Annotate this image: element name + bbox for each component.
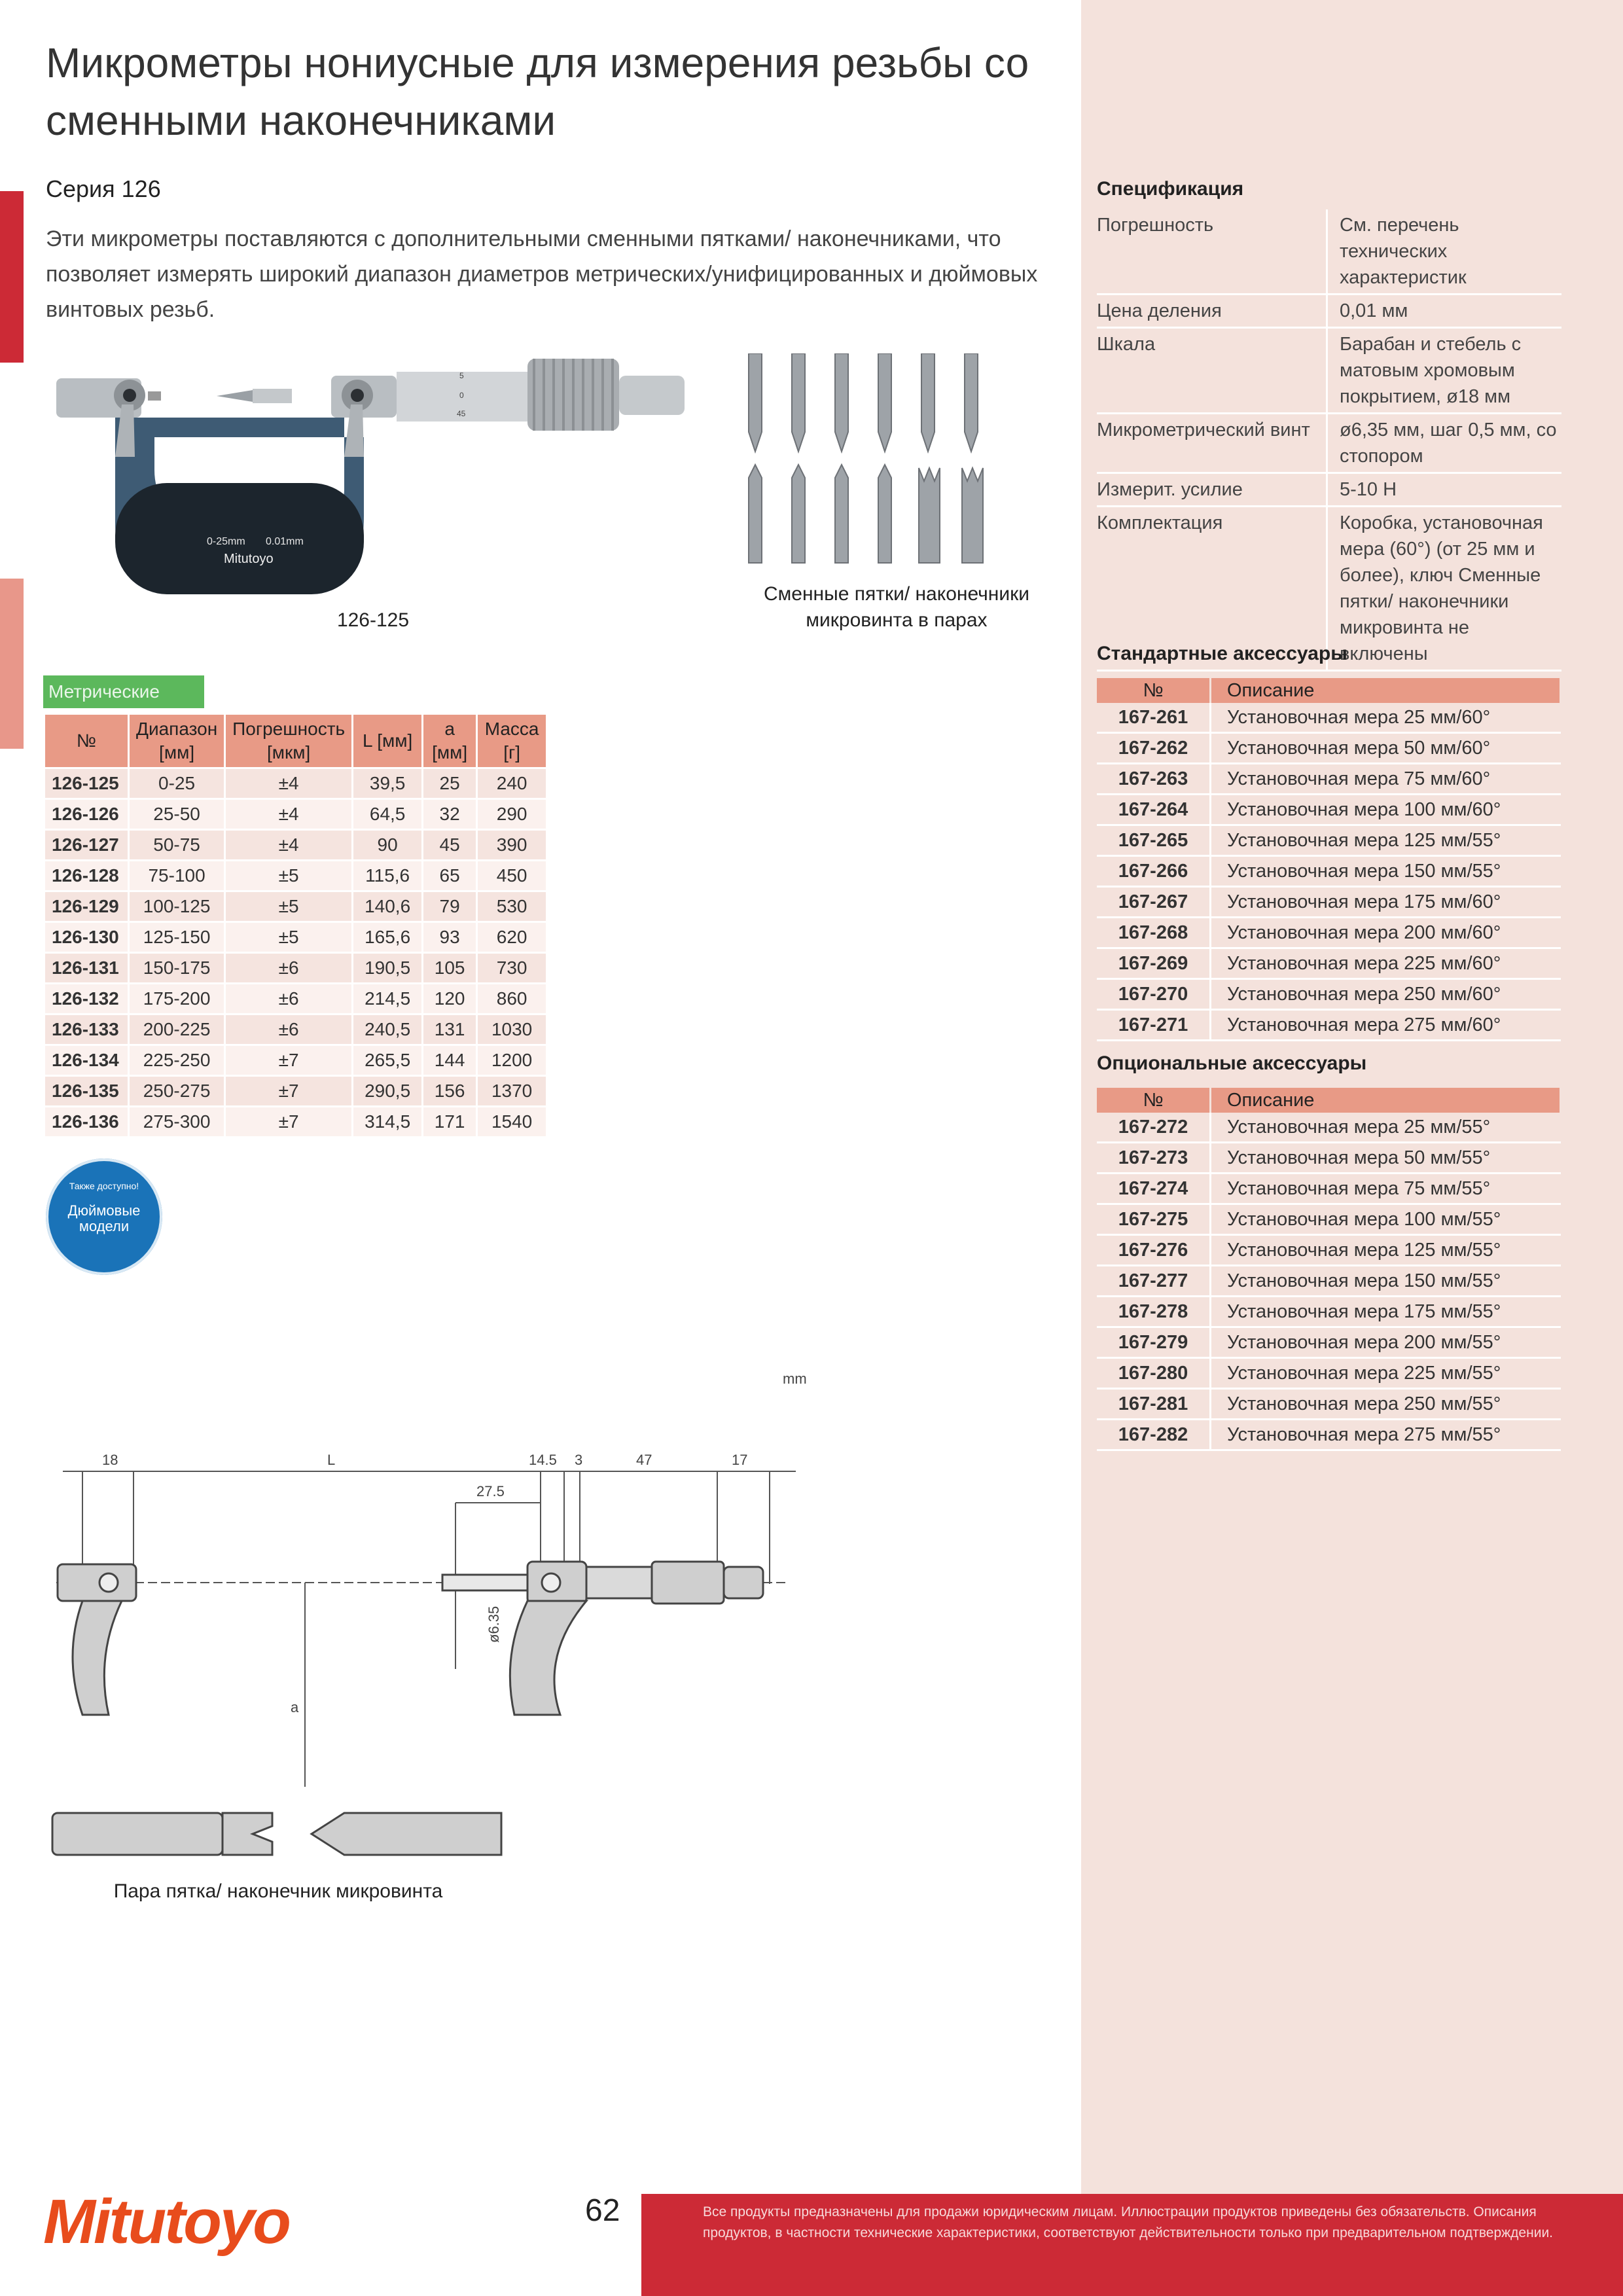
metric-cell-mass: 1370 [477,1076,546,1107]
metric-cell-a: 32 [423,799,477,830]
standard-accessory-description: Установочная мера 125 мм/55° [1211,825,1561,856]
spec-row [1097,328,1561,414]
metric-header-l: L [мм] [353,715,423,768]
standard-accessories-table [1097,678,1561,1041]
optional-accessory-number: 167-273 [1097,1143,1211,1174]
metric-table-row [45,1076,546,1107]
metric-cell-mass: 450 [477,861,546,891]
optional-accessories-table [1097,1088,1561,1451]
dim-47: 47 [636,1452,652,1468]
metric-cell-mass: 730 [477,953,546,984]
spec-key: Комплектация [1097,507,1327,671]
spec-row [1097,414,1561,473]
metric-cell-l: 190,5 [353,953,423,984]
standard-accessory-row [1097,764,1561,795]
metric-cell-range: 75-100 [129,861,225,891]
metric-cell-accuracy: ±6 [225,984,353,1014]
metric-cell-accuracy: ±4 [225,830,353,861]
spec-key: Измерит. усилие [1097,473,1327,507]
dim-14-5: 14.5 [529,1452,557,1468]
metric-header-number: № [45,715,129,768]
metric-cell-range: 175-200 [129,984,225,1014]
metric-cell-l: 314,5 [353,1107,423,1137]
metric-table-header [45,715,546,768]
spec-row [1097,295,1561,328]
page-number: 62 [585,2193,620,2228]
metric-cell-number: 126-129 [45,891,129,922]
standard-accessory-number: 167-263 [1097,764,1211,795]
metric-cell-a: 156 [423,1076,477,1107]
standard-accessory-row [1097,979,1561,1010]
optional-accessory-number: 167-272 [1097,1113,1211,1143]
badge-line1: Также доступно! [69,1181,139,1191]
optional-accessory-row [1097,1174,1561,1204]
metric-cell-accuracy: ±7 [225,1076,353,1107]
spec-value: 5-10 Н [1327,473,1562,507]
metric-cell-number: 126-134 [45,1045,129,1076]
metric-cell-a: 120 [423,984,477,1014]
salmon-accent-bar [0,579,24,749]
standard-accessory-description: Установочная мера 250 мм/60° [1211,979,1561,1010]
metric-cell-number: 126-131 [45,953,129,984]
metric-table-row [45,768,546,799]
badge-line2: Дюймовые модели [67,1202,141,1234]
metric-cell-l: 90 [353,830,423,861]
standard-accessory-number: 167-267 [1097,887,1211,918]
optional-accessory-row [1097,1235,1561,1266]
metric-cell-a: 105 [423,953,477,984]
spec-value: Коробка, установочная мера (60°) (от 25 мм и более), ключ Сменные пятки/ наконечники микровинта не включены [1327,507,1562,671]
optional-header-description: Описание [1211,1088,1561,1113]
dim-spindle-diameter: ø6.35 [486,1605,502,1643]
metric-cell-l: 39,5 [353,768,423,799]
optional-accessories-heading: Опциональные аксессуары [1097,1052,1367,1074]
optional-accessory-description: Установочная мера 200 мм/55° [1211,1327,1561,1358]
standard-accessory-number: 167-268 [1097,918,1211,948]
metric-cell-a: 45 [423,830,477,861]
metric-cell-number: 126-127 [45,830,129,861]
spec-value: Барабан и стебель с матовым хромовым покрытием, ø18 мм [1327,328,1562,414]
spec-table-body [1097,209,1561,671]
metric-cell-mass: 1540 [477,1107,546,1137]
dimensional-drawing [43,1368,829,1878]
metric-cell-number: 126-135 [45,1076,129,1107]
metric-cell-range: 275-300 [129,1107,225,1137]
metric-table-row [45,1014,546,1045]
metric-cell-range: 0-25 [129,768,225,799]
optional-accessory-description: Установочная мера 50 мм/55° [1211,1143,1561,1174]
standard-accessory-description: Установочная мера 100 мм/60° [1211,795,1561,825]
metric-cell-l: 265,5 [353,1045,423,1076]
optional-accessory-row [1097,1389,1561,1420]
page-title: Микрометры нониусные для измерения резьбы со сменными наконечниками [46,39,1029,144]
standard-accessory-number: 167-265 [1097,825,1211,856]
standard-accessories-body [1097,703,1561,1041]
optional-accessory-row [1097,1204,1561,1235]
optional-accessory-number: 167-275 [1097,1204,1211,1235]
standard-accessory-description: Установочная мера 25 мм/60° [1211,703,1561,733]
series-label: Серия 126 [46,175,161,202]
metric-cell-a: 79 [423,891,477,922]
standard-accessory-description: Установочная мера 175 мм/60° [1211,887,1561,918]
spec-row [1097,209,1561,295]
metric-header-a: a [мм] [423,715,477,768]
standard-accessory-row [1097,795,1561,825]
metric-cell-mass: 530 [477,891,546,922]
metric-cell-number: 126-126 [45,799,129,830]
spec-key: Цена деления [1097,295,1327,328]
metric-cell-range: 250-275 [129,1076,225,1107]
metric-section-label: Метрические [43,675,204,708]
red-accent-bar [0,191,24,363]
standard-accessory-description: Установочная мера 275 мм/60° [1211,1010,1561,1041]
metric-table-row [45,861,546,891]
standard-accessory-number: 167-270 [1097,979,1211,1010]
metric-cell-number: 126-136 [45,1107,129,1137]
metric-cell-mass: 240 [477,768,546,799]
spec-value: См. перечень технических характеристик [1327,209,1562,295]
metric-cell-accuracy: ±5 [225,861,353,891]
metric-cell-mass: 620 [477,922,546,953]
spec-key: Шкала [1097,328,1327,414]
metric-cell-accuracy: ±5 [225,922,353,953]
standard-accessory-number: 167-262 [1097,733,1211,764]
optional-accessory-number: 167-276 [1097,1235,1211,1266]
metric-cell-l: 240,5 [353,1014,423,1045]
dim-18: 18 [102,1452,118,1468]
metric-table-row [45,799,546,830]
standard-accessory-description: Установочная мера 200 мм/60° [1211,918,1561,948]
optional-accessory-row [1097,1327,1561,1358]
mitutoyo-logo: Mitutoyo [43,2187,289,2257]
metric-cell-range: 200-225 [129,1014,225,1045]
metric-cell-range: 100-125 [129,891,225,922]
metric-cell-range: 50-75 [129,830,225,861]
optional-accessory-description: Установочная мера 25 мм/55° [1211,1113,1561,1143]
thimble-mark-0: 0 [459,391,464,400]
standard-accessory-row [1097,703,1561,733]
metric-cell-mass: 390 [477,830,546,861]
standard-accessory-number: 167-264 [1097,795,1211,825]
metric-cell-accuracy: ±6 [225,1014,353,1045]
spec-key: Микрометрический винт [1097,414,1327,473]
optional-accessory-row [1097,1420,1561,1450]
optional-accessory-number: 167-279 [1097,1327,1211,1358]
metric-table-row [45,922,546,953]
spec-value: 0,01 мм [1327,295,1562,328]
metric-cell-l: 140,6 [353,891,423,922]
optional-accessory-number: 167-281 [1097,1389,1211,1420]
metric-cell-range: 25-50 [129,799,225,830]
metric-cell-accuracy: ±4 [225,799,353,830]
thimble-mark-45: 45 [457,409,466,418]
interchangeable-tips-photo [740,353,1001,569]
metric-cell-a: 171 [423,1107,477,1137]
main-photo-caption: 126-125 [336,609,410,631]
thimble-mark-5: 5 [459,371,464,380]
optional-accessory-number: 167-280 [1097,1358,1211,1389]
optional-accessory-description: Установочная мера 225 мм/55° [1211,1358,1561,1389]
standard-accessory-description: Установочная мера 225 мм/60° [1211,948,1561,979]
metric-cell-l: 165,6 [353,922,423,953]
metric-cell-accuracy: ±7 [225,1107,353,1137]
standard-accessory-row [1097,856,1561,887]
standard-accessory-row [1097,887,1561,918]
optional-accessory-description: Установочная мера 100 мм/55° [1211,1204,1561,1235]
metric-cell-range: 150-175 [129,953,225,984]
metric-cell-a: 65 [423,861,477,891]
standard-accessory-number: 167-261 [1097,703,1211,733]
optional-header-number: № [1097,1088,1211,1113]
micrometer-photo [56,359,698,601]
metric-cell-number: 126-133 [45,1014,129,1045]
spec-value: ø6,35 мм, шаг 0,5 мм, со стопором [1327,414,1562,473]
optional-accessory-description: Установочная мера 250 мм/55° [1211,1389,1561,1420]
dim-27-5: 27.5 [476,1483,505,1499]
optional-accessory-description: Установочная мера 275 мм/55° [1211,1420,1561,1450]
standard-header-number: № [1097,678,1211,703]
standard-accessory-number: 167-271 [1097,1010,1211,1041]
metric-cell-accuracy: ±5 [225,891,353,922]
standard-accessory-row [1097,948,1561,979]
metric-table-row [45,891,546,922]
standard-accessories-heading: Стандартные аксессуары [1097,643,1347,664]
tips-photo-caption: Сменные пятки/ наконечники микровинта в парах [764,583,1029,631]
metric-cell-l: 115,6 [353,861,423,891]
standard-accessory-number: 167-269 [1097,948,1211,979]
dim-a: a [291,1699,299,1715]
metric-cell-l: 290,5 [353,1076,423,1107]
spec-heading: Спецификация [1097,178,1244,200]
metric-cell-number: 126-128 [45,861,129,891]
dim-3: 3 [575,1452,583,1468]
spec-key: Погрешность [1097,209,1327,295]
metric-table-row [45,1107,546,1137]
metric-cell-a: 93 [423,922,477,953]
footer-disclaimer: Все продукты предназначены для продажи юридическим лицам. Иллюстрации продуктов приведены без обязательств. Описания продуктов, в частности технические характеристики, соответствуют действительности только при предварительном подтверждении. [703,2204,1554,2240]
metric-cell-mass: 1030 [477,1014,546,1045]
optional-accessory-row [1097,1358,1561,1389]
standard-accessory-description: Установочная мера 50 мм/60° [1211,733,1561,764]
metric-header-accuracy: Погрешность [мкм] [225,715,353,768]
unit-label: mm [783,1371,807,1387]
metric-table-body [45,768,546,1137]
optional-accessory-number: 167-278 [1097,1297,1211,1327]
optional-accessory-description: Установочная мера 75 мм/55° [1211,1174,1561,1204]
metric-cell-mass: 1200 [477,1045,546,1076]
standard-accessory-row [1097,733,1561,764]
metric-cell-l: 214,5 [353,984,423,1014]
dim-17: 17 [732,1452,748,1468]
metric-cell-range: 125-150 [129,922,225,953]
optional-accessory-row [1097,1297,1561,1327]
optional-accessory-number: 167-277 [1097,1266,1211,1297]
metric-cell-mass: 860 [477,984,546,1014]
standard-header-description: Описание [1211,678,1561,703]
metric-cell-a: 131 [423,1014,477,1045]
metric-header-mass: Масса [г] [477,715,546,768]
standard-accessory-row [1097,918,1561,948]
metric-cell-number: 126-130 [45,922,129,953]
metric-cell-accuracy: ±7 [225,1045,353,1076]
metric-cell-a: 25 [423,768,477,799]
spec-table [1097,209,1561,672]
spec-row [1097,473,1561,507]
optional-accessories-body [1097,1113,1561,1450]
metric-cell-a: 144 [423,1045,477,1076]
frame-brand-label: Mitutoyo [224,552,274,566]
metric-cell-l: 64,5 [353,799,423,830]
metric-table-row [45,1045,546,1076]
metric-cell-number: 126-132 [45,984,129,1014]
metric-cell-accuracy: ±6 [225,953,353,984]
optional-accessory-number: 167-274 [1097,1174,1211,1204]
frame-range-label: 0-25mm [207,536,245,547]
metric-cell-number: 126-125 [45,768,129,799]
metric-models-table [43,715,546,1136]
standard-accessory-number: 167-266 [1097,856,1211,887]
standard-accessory-row [1097,825,1561,856]
optional-accessory-description: Установочная мера 150 мм/55° [1211,1266,1561,1297]
optional-accessory-description: Установочная мера 125 мм/55° [1211,1235,1561,1266]
metric-table-row [45,984,546,1014]
inch-models-badge [46,1158,162,1275]
standard-accessory-row [1097,1010,1561,1041]
metric-cell-accuracy: ±4 [225,768,353,799]
metric-header-range: Диапазон [мм] [129,715,225,768]
metric-table-row [45,830,546,861]
optional-accessory-row [1097,1266,1561,1297]
dim-l: L [327,1452,336,1468]
metric-cell-range: 225-250 [129,1045,225,1076]
optional-accessory-number: 167-282 [1097,1420,1211,1450]
tip-pair-caption: Пара пятка/ наконечник микровинта [113,1880,443,1902]
optional-accessory-description: Установочная мера 175 мм/55° [1211,1297,1561,1327]
optional-accessory-row [1097,1113,1561,1143]
optional-accessory-row [1097,1143,1561,1174]
intro-paragraph: Эти микрометры поставляются с дополнительными сменными пятками/ наконечниками, что позволяет измерять широкий диапазон диаметров метрических/унифицированных и дюймовых винтовых резьб. [46,226,1038,322]
standard-accessory-description: Установочная мера 150 мм/55° [1211,856,1561,887]
frame-resolution-label: 0.01mm [266,536,304,547]
metric-table-row [45,953,546,984]
standard-accessory-description: Установочная мера 75 мм/60° [1211,764,1561,795]
metric-cell-mass: 290 [477,799,546,830]
